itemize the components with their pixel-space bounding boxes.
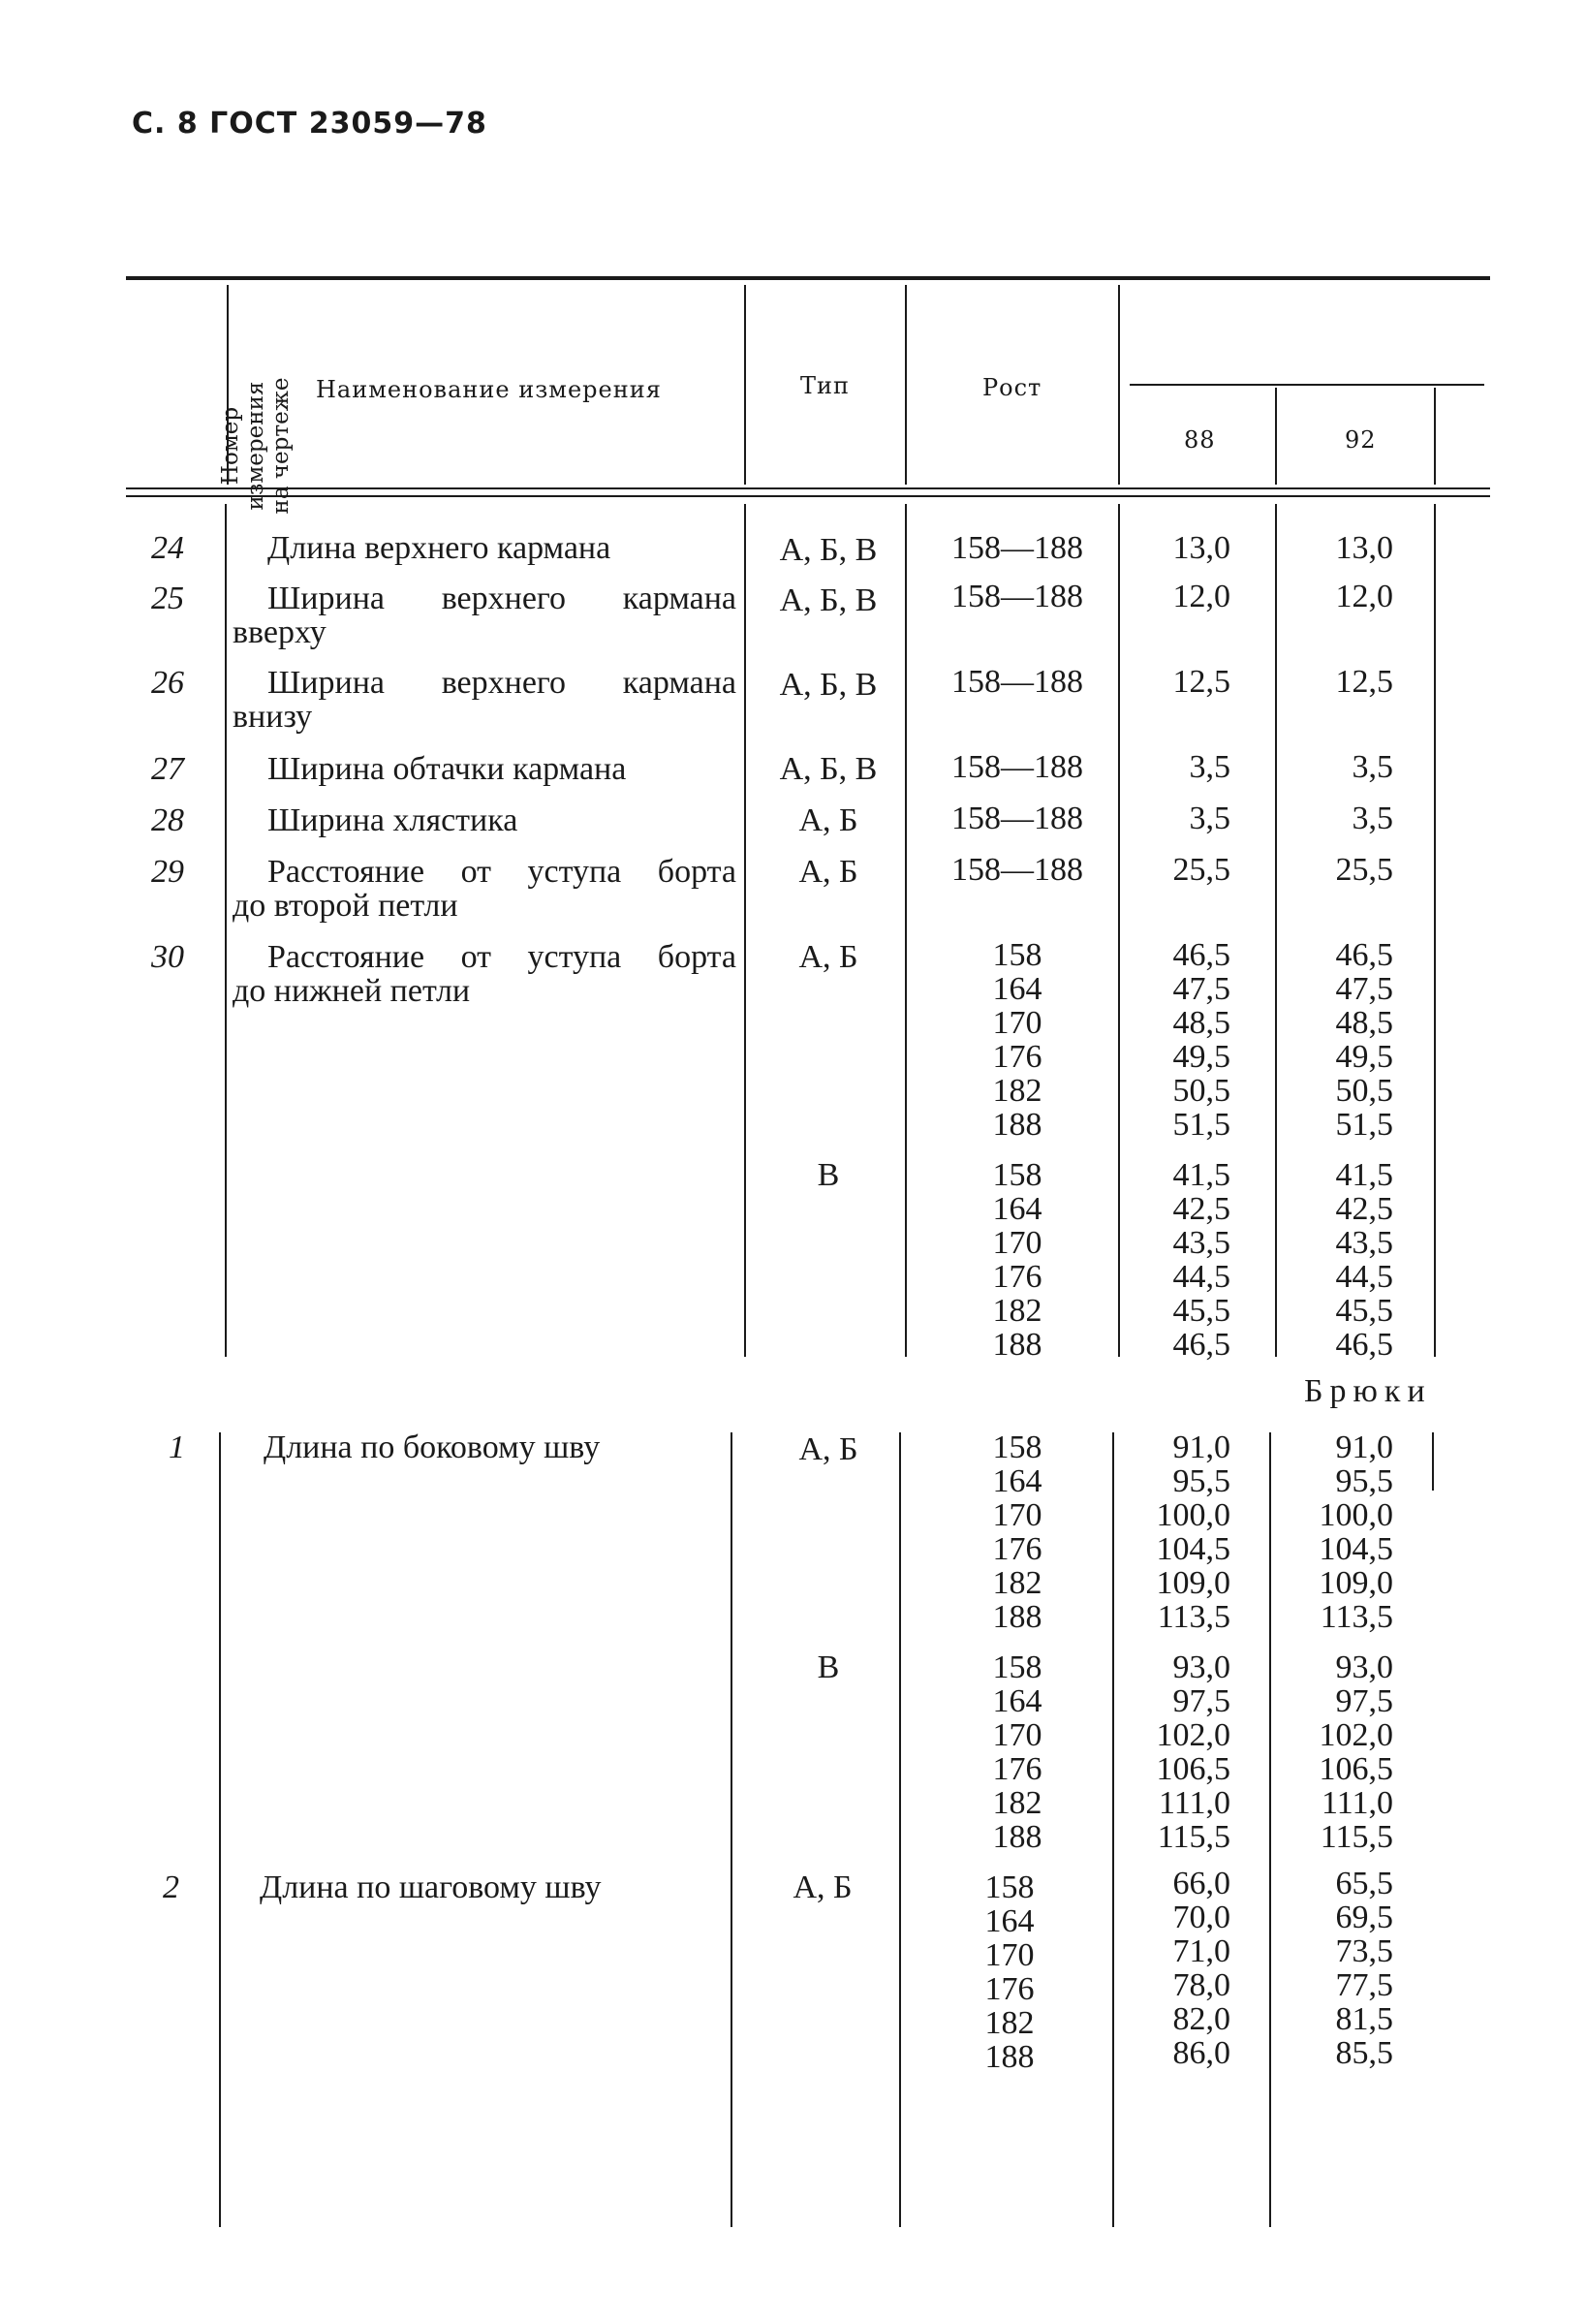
row-26-number: 26 (151, 665, 184, 701)
height-cell: 170 (992, 1717, 1042, 1753)
height-cell: 170 (992, 1005, 1042, 1041)
value-cell: 41,5 (1172, 1157, 1230, 1193)
value-cell: 69,5 (1335, 1900, 1393, 1935)
height-cell: 158 (992, 937, 1042, 973)
value-cell: 115,5 (1157, 1819, 1230, 1855)
value-cell: 102,0 (1156, 1717, 1230, 1753)
row-28-v88: 3,5 (1189, 801, 1230, 836)
body-vline-6 (1434, 504, 1436, 1357)
value-cell: 42,5 (1172, 1191, 1230, 1227)
value-cell: 100,0 (1319, 1497, 1393, 1533)
value-cell: 97,5 (1335, 1683, 1393, 1719)
row-25-name-line1: Ширина верхнего кармана (267, 581, 736, 616)
row-24-v92: 13,0 (1335, 530, 1393, 566)
row-29-name-line2: до второй петли (233, 888, 458, 924)
header-vline-4 (1118, 285, 1120, 485)
value-cell: 81,5 (1335, 2001, 1393, 2037)
height-cell: 182 (992, 1565, 1042, 1601)
value-cell: 91,0 (1172, 1429, 1230, 1465)
value-cell: 113,5 (1157, 1599, 1230, 1635)
row-1-v-heights (959, 1650, 1075, 1854)
value-cell: 111,0 (1322, 1785, 1393, 1821)
row-2-name: Длина по шаговому шву (260, 1869, 602, 1905)
col-header-size-88: 88 (1184, 426, 1216, 454)
row-29-height: 158—188 (951, 852, 1083, 888)
row-27-v88: 3,5 (1189, 749, 1230, 785)
value-cell: 85,5 (1335, 2035, 1393, 2071)
row-25-v88: 12,0 (1172, 579, 1230, 614)
value-cell: 45,5 (1335, 1293, 1393, 1329)
value-cell: 95,5 (1172, 1463, 1230, 1499)
body2-vline-5 (1269, 1432, 1271, 2227)
section-title: Брюки (1304, 1373, 1432, 1409)
value-cell: 113,5 (1320, 1599, 1393, 1635)
header-vline-3 (905, 285, 907, 485)
row-1-type-ab: А, Б (798, 1431, 858, 1467)
body-vline-2 (744, 504, 746, 1357)
row-1-v-v92 (1277, 1650, 1393, 1854)
value-cell: 44,5 (1172, 1259, 1230, 1295)
row-29-type: А, Б (798, 854, 858, 890)
height-cell: 164 (984, 1903, 1035, 1939)
value-cell: 70,0 (1172, 1900, 1230, 1935)
row-26-height: 158—188 (951, 664, 1083, 700)
row-2-ab-heights (951, 1870, 1068, 2074)
value-cell: 44,5 (1335, 1259, 1393, 1295)
value-cell: 65,5 (1335, 1866, 1393, 1901)
body-vline-3 (905, 504, 907, 1357)
value-cell: 71,0 (1172, 1933, 1230, 1969)
height-cell: 176 (992, 1531, 1042, 1567)
row-28-height: 158—188 (951, 801, 1083, 836)
row-24-height: 158—188 (951, 530, 1083, 566)
row-24-v88: 13,0 (1172, 530, 1230, 566)
height-cell: 164 (992, 1463, 1042, 1499)
row-27-v92: 3,5 (1352, 749, 1393, 785)
header-vline-5 (1275, 388, 1277, 485)
body-vline-5 (1275, 504, 1277, 1357)
row-2-type-ab: А, Б (793, 1869, 853, 1905)
value-cell: 46,5 (1172, 937, 1230, 973)
height-cell: 188 (992, 1107, 1042, 1143)
row-2-number: 2 (163, 1869, 179, 1905)
height-cell: 182 (992, 1785, 1042, 1821)
row-30-name-line2: до нижней петли (233, 973, 471, 1009)
row-30-v-heights (959, 1158, 1075, 1362)
row-27-height: 158—188 (951, 749, 1083, 785)
row-27-number: 27 (151, 751, 184, 787)
row-30-ab-v92 (1289, 938, 1393, 1142)
row-27-type: А, Б, В (779, 751, 878, 787)
value-cell: 46,5 (1335, 937, 1393, 973)
value-cell: 82,0 (1172, 2001, 1230, 2037)
value-cell: 91,0 (1335, 1429, 1393, 1465)
height-cell: 176 (992, 1259, 1042, 1295)
col-header-type: Тип (800, 372, 850, 399)
height-cell: 188 (992, 1819, 1042, 1855)
value-cell: 100,0 (1156, 1497, 1230, 1533)
value-cell: 45,5 (1172, 1293, 1230, 1329)
row-24-number: 24 (151, 530, 184, 566)
value-cell: 48,5 (1172, 1005, 1230, 1041)
value-cell: 86,0 (1172, 2035, 1230, 2071)
height-cell: 158 (992, 1157, 1042, 1193)
body2-vline-6 (1432, 1432, 1434, 1491)
value-cell: 73,5 (1335, 1933, 1393, 1969)
height-cell: 170 (992, 1497, 1042, 1533)
row-1-ab-v88 (1114, 1430, 1230, 1634)
row-30-ab-heights (959, 938, 1075, 1142)
body2-vline-3 (899, 1432, 901, 2227)
row-26-v92: 12,5 (1335, 664, 1393, 700)
row-30-type-v: В (817, 1157, 840, 1193)
value-cell: 93,0 (1335, 1649, 1393, 1685)
value-cell: 106,5 (1156, 1751, 1230, 1787)
value-cell: 109,0 (1319, 1565, 1393, 1601)
row-29-name-line1: Расстояние от уступа борта (267, 854, 736, 890)
row-29-v92: 25,5 (1335, 852, 1393, 888)
row-30-ab-v88 (1124, 938, 1230, 1142)
height-cell: 164 (992, 971, 1042, 1007)
value-cell: 47,5 (1335, 971, 1393, 1007)
value-cell: 97,5 (1172, 1683, 1230, 1719)
value-cell: 102,0 (1319, 1717, 1393, 1753)
col-header-height: Рост (982, 374, 1042, 401)
row-30-type-ab: А, Б (798, 939, 858, 975)
height-cell: 182 (984, 2005, 1035, 2041)
height-cell: 176 (984, 1971, 1035, 2007)
row-1-type-v: В (817, 1649, 840, 1685)
row-26-name-line2: внизу (233, 699, 313, 735)
height-cell: 158 (992, 1649, 1042, 1685)
row-1-v-v88 (1114, 1650, 1230, 1854)
row-26-type: А, Б, В (779, 667, 878, 703)
value-cell: 43,5 (1172, 1225, 1230, 1261)
row-25-name-line2: вверху (233, 614, 327, 650)
row-25-number: 25 (151, 581, 184, 616)
row-24-type: А, Б, В (779, 532, 878, 568)
header-vline-2 (744, 285, 746, 485)
value-cell: 42,5 (1335, 1191, 1393, 1227)
body-vline-1 (225, 504, 227, 1357)
row-1-name: Длина по боковому шву (264, 1429, 601, 1465)
value-cell: 49,5 (1172, 1039, 1230, 1075)
body2-vline-2 (731, 1432, 732, 2227)
value-cell: 50,5 (1172, 1073, 1230, 1109)
height-cell: 188 (992, 1327, 1042, 1363)
row-28-type: А, Б (798, 802, 858, 838)
row-29-number: 29 (151, 854, 184, 890)
value-cell: 104,5 (1319, 1531, 1393, 1567)
header-vline-6 (1434, 388, 1436, 485)
row-30-v-v88 (1124, 1158, 1230, 1362)
height-cell: 188 (984, 2039, 1035, 2075)
value-cell: 47,5 (1172, 971, 1230, 1007)
row-1-number: 1 (169, 1429, 185, 1465)
height-cell: 164 (992, 1191, 1042, 1227)
body-vline-4 (1118, 504, 1120, 1357)
value-cell: 66,0 (1172, 1866, 1230, 1901)
col-header-number: Номер измерения на чертеже (218, 377, 294, 515)
row-30-name-line1: Расстояние от уступа борта (267, 939, 736, 975)
value-cell: 46,5 (1335, 1327, 1393, 1363)
value-cell: 46,5 (1172, 1327, 1230, 1363)
height-cell: 164 (992, 1683, 1042, 1719)
row-25-v92: 12,0 (1335, 579, 1393, 614)
row-30-number: 30 (151, 939, 184, 975)
value-cell: 50,5 (1335, 1073, 1393, 1109)
row-26-name-line1: Ширина верхнего кармана (267, 665, 736, 701)
value-cell: 49,5 (1335, 1039, 1393, 1075)
height-cell: 188 (992, 1599, 1042, 1635)
height-cell: 158 (992, 1429, 1042, 1465)
body2-vline-1 (219, 1432, 221, 2227)
height-cell: 182 (992, 1293, 1042, 1329)
value-cell: 51,5 (1172, 1107, 1230, 1143)
value-cell: 104,5 (1156, 1531, 1230, 1567)
row-26-v88: 12,5 (1172, 664, 1230, 700)
table-top-rule (126, 276, 1490, 280)
size-subheader-rule (1130, 384, 1484, 386)
value-cell: 48,5 (1335, 1005, 1393, 1041)
row-25-height: 158—188 (951, 579, 1083, 614)
col-header-name: Наименование измерения (316, 376, 662, 403)
value-cell: 41,5 (1335, 1157, 1393, 1193)
value-cell: 93,0 (1172, 1649, 1230, 1685)
height-cell: 182 (992, 1073, 1042, 1109)
value-cell: 51,5 (1335, 1107, 1393, 1143)
value-cell: 95,5 (1335, 1463, 1393, 1499)
row-1-ab-v92 (1277, 1430, 1393, 1634)
value-cell: 111,0 (1159, 1785, 1230, 1821)
height-cell: 170 (992, 1225, 1042, 1261)
row-28-v92: 3,5 (1352, 801, 1393, 836)
row-2-ab-v88 (1114, 1867, 1230, 2070)
row-1-ab-heights (959, 1430, 1075, 1634)
row-28-name: Ширина хлястика (267, 802, 518, 838)
row-25-type: А, Б, В (779, 582, 878, 618)
row-27-name: Ширина обтачки кармана (267, 751, 627, 787)
value-cell: 43,5 (1335, 1225, 1393, 1261)
col-header-size-92: 92 (1345, 426, 1377, 454)
value-cell: 115,5 (1320, 1819, 1393, 1855)
row-24-name: Длина верхнего кармана (267, 530, 611, 566)
page-header: С. 8 ГОСТ 23059—78 (132, 107, 487, 141)
height-cell: 170 (984, 1937, 1035, 1973)
value-cell: 109,0 (1156, 1565, 1230, 1601)
row-2-ab-v92 (1277, 1867, 1393, 2070)
value-cell: 106,5 (1319, 1751, 1393, 1787)
row-29-v88: 25,5 (1172, 852, 1230, 888)
value-cell: 77,5 (1335, 1967, 1393, 2003)
row-30-v-v92 (1289, 1158, 1393, 1362)
height-cell: 176 (992, 1751, 1042, 1787)
row-28-number: 28 (151, 802, 184, 838)
height-cell: 158 (984, 1869, 1035, 1905)
height-cell: 176 (992, 1039, 1042, 1075)
value-cell: 78,0 (1172, 1967, 1230, 2003)
